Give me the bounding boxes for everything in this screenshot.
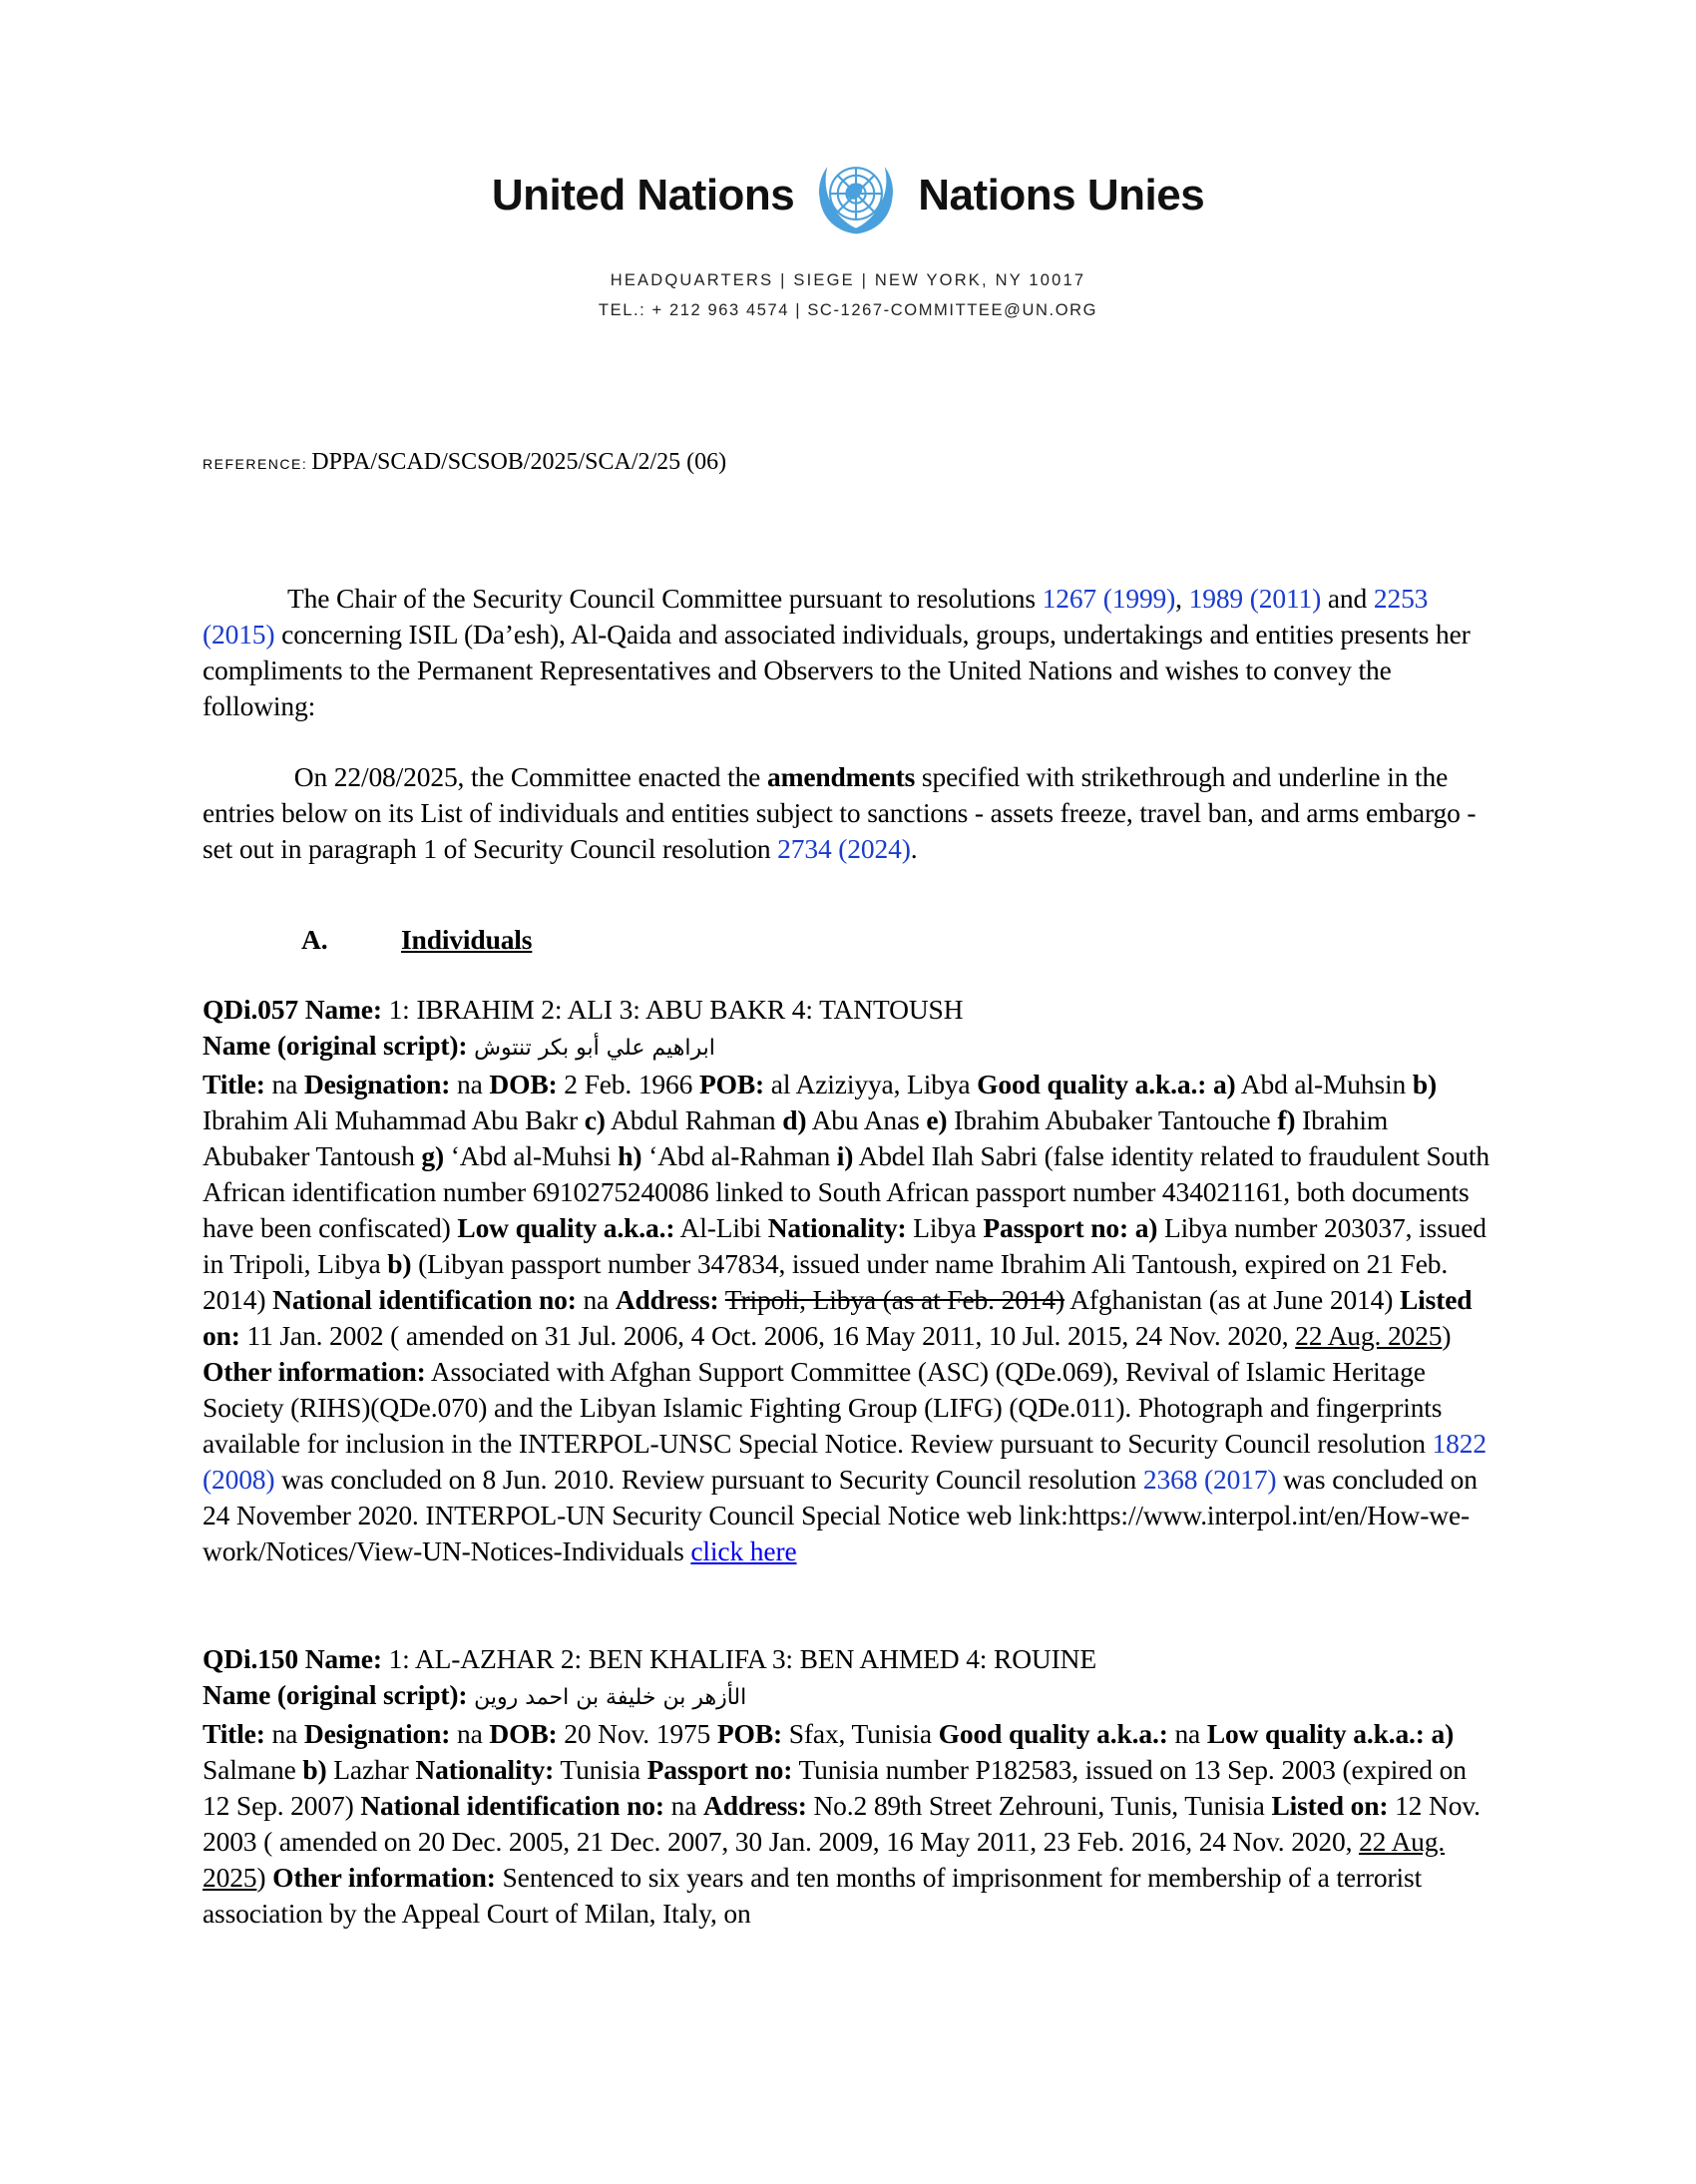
list-marker: h)	[618, 1140, 642, 1171]
list-marker: e)	[926, 1104, 948, 1135]
field-value: Libya number 203037, issued in Tripoli, Libya	[203, 1212, 1486, 1279]
field-value: ‘Abd al-Muhsi	[444, 1140, 619, 1171]
amended-date: 22 Aug. 2025	[203, 1826, 1446, 1893]
field-label: Nationality:	[767, 1212, 907, 1243]
list-marker: b)	[387, 1248, 412, 1279]
list-marker: d)	[782, 1104, 807, 1135]
letterhead	[0, 148, 1696, 243]
list-marker: a)	[1127, 1212, 1158, 1243]
field-value: 2 Feb. 1966	[557, 1069, 699, 1099]
section-heading	[203, 922, 1499, 958]
click-here-link[interactable]: click here	[690, 1535, 797, 1566]
field-label: DOB:	[489, 1718, 558, 1749]
field-value: was concluded on 24 November 2020. INTERPOL-UN Security Council Special Notice web link:https://www.interpol.int/en/How-we-work/Notices/View-UN-Notices-Individuals	[203, 1464, 1478, 1566]
notice-text: On 22/08/2025, the Committee enacted the	[293, 761, 767, 792]
field-label: Listed on:	[203, 1284, 1473, 1351]
field-label: Name:	[304, 994, 382, 1025]
field-value: Lazhar	[326, 1754, 416, 1785]
field-value: 1: AL-AZHAR 2: BEN KHALIFA 3: BEN AHMED 4: ROUINE	[381, 1643, 1096, 1674]
field-value: was concluded on 8 Jun. 2010. Review pursuant to Security Council resolution	[274, 1464, 1143, 1495]
field-value: Sentenced to six years and ten months of imprisonment for membership of a terrorist association by the Appeal Court of Milan, Italy, on	[203, 1862, 1423, 1929]
entry-qdi057	[203, 992, 1499, 1569]
field-label: Title:	[203, 1069, 265, 1099]
field-label: Designation:	[303, 1069, 451, 1099]
field-label: Good quality a.k.a.:	[938, 1718, 1168, 1749]
field-label: Low quality a.k.a.:	[457, 1212, 675, 1243]
field-value: Afghanistan (as at June 2014)	[1064, 1284, 1400, 1315]
original-script-name: الأزهر بن خليفة بن احمد روين	[474, 1685, 747, 1710]
list-marker: i)	[836, 1140, 854, 1171]
notice-bold-text: amendments	[766, 761, 916, 792]
field-label: POB:	[716, 1718, 782, 1749]
letterhead-name-en: United Nations	[491, 171, 795, 219]
field-value: Tunisia	[554, 1754, 647, 1785]
field-label: Nationality:	[415, 1754, 555, 1785]
notice-text: .	[910, 833, 918, 864]
notice-paragraph	[203, 759, 1499, 867]
entry-qdi150	[203, 1641, 1499, 1932]
field-label: POB:	[698, 1069, 765, 1099]
letterhead-address: HEADQUARTERS | SIEGE | NEW YORK, NY 10017	[610, 271, 1086, 289]
list-marker: b)	[1412, 1069, 1437, 1099]
field-value: Libya	[906, 1212, 984, 1243]
field-label: Passport no:	[646, 1754, 793, 1785]
field-value: al Aziziyya, Libya	[764, 1069, 978, 1099]
field-label: Other information:	[272, 1862, 496, 1893]
field-value: na	[663, 1790, 703, 1821]
intro-text: and	[1321, 583, 1374, 614]
resolution-link-1989[interactable]: 1989 (2011)	[1188, 583, 1322, 614]
reference-label: REFERENCE:	[203, 456, 308, 472]
field-label: Name:	[304, 1643, 382, 1674]
field-value: Associated with Afghan Support Committee (ASC) (QDe.069), Revival of Islamic Heritage Society (RIHS)(QDe.070) and the Libyan Islamic Fighting Group (LIFG) (QDe.011). Photograph and fingerprints available for inclusion in the INTERPOL-UNSC Special Notice. Review pursuant to Security Council resolution	[203, 1356, 1443, 1459]
field-label: DOB:	[489, 1069, 558, 1099]
letter-body	[203, 581, 1499, 1932]
field-value: na	[264, 1069, 304, 1099]
entry-id: QDi.150	[203, 1643, 298, 1674]
letterhead-contact: TEL.: + 212 963 4574 | SC-1267-COMMITTEE@UN.ORG	[598, 301, 1098, 319]
list-marker: g)	[421, 1140, 445, 1171]
intro-paragraph	[203, 581, 1499, 724]
intro-text: ,	[1175, 583, 1189, 614]
field-value: (Libyan passport number 347834, issued under name Ibrahim Ali Tantoush, expired on 21 Feb. 2014)	[203, 1248, 1449, 1315]
field-value: na	[1167, 1718, 1207, 1749]
field-label: Name (original script):	[203, 1030, 468, 1061]
field-value: )	[256, 1862, 273, 1893]
field-label: National identification no:	[360, 1790, 664, 1821]
field-value: Abdul Rahman	[605, 1104, 783, 1135]
reference-line	[203, 449, 726, 476]
section-letter: A.	[301, 924, 328, 955]
original-script-name: ابراهيم علي أبو بكر تنتوش	[474, 1036, 715, 1061]
field-value: 1: IBRAHIM 2: ALI 3: ABU BAKR 4: TANTOUSH	[381, 994, 964, 1025]
field-label: Name (original script):	[203, 1679, 468, 1710]
resolution-link-2734[interactable]: 2734 (2024)	[777, 833, 911, 864]
field-value: Abd al-Muhsin	[1235, 1069, 1413, 1099]
field-label: Designation:	[303, 1718, 451, 1749]
field-value: 11 Jan. 2002 ( amended on 31 Jul. 2006, 4 Oct. 2006, 16 May 2011, 10 Jul. 2015, 24 Nov. 2020,	[239, 1320, 1296, 1351]
field-value: Al-Libi	[674, 1212, 768, 1243]
field-value: No.2 89th Street Zehrouni, Tunis, Tunisia	[806, 1790, 1272, 1821]
field-value: na	[450, 1069, 490, 1099]
field-label: Low quality a.k.a.:	[1206, 1718, 1425, 1749]
list-marker: a)	[1212, 1069, 1236, 1099]
field-label: Title:	[203, 1718, 265, 1749]
field-value: 12 Nov. 2003 ( amended on 20 Dec. 2005, 21 Dec. 2007, 30 Jan. 2009, 16 May 2011, 23 Feb. 2016, 24 Nov. 2020,	[203, 1790, 1481, 1857]
field-value: Ibrahim Abubaker Tantoush	[203, 1104, 1389, 1171]
field-value: 20 Nov. 1975	[557, 1718, 717, 1749]
field-label: Good quality a.k.a.:	[977, 1069, 1207, 1099]
field-value: Ibrahim Ali Muhammad Abu Bakr	[203, 1104, 585, 1135]
field-label: Passport no:	[983, 1212, 1128, 1243]
field-value: ‘Abd al-Rahman	[641, 1140, 837, 1171]
notice-text: specified with strikethrough and underline in the entries below on its List of individuals and entities subject to sanctions - assets freeze, travel ban, and arms embargo - set out in paragraph 1 of Security Council resolution	[203, 761, 1477, 864]
field-value: na	[576, 1284, 616, 1315]
field-value: Salmane	[203, 1754, 303, 1785]
field-label: Address:	[703, 1790, 807, 1821]
resolution-link-1267[interactable]: 1267 (1999)	[1042, 583, 1176, 614]
list-marker: a)	[1424, 1718, 1455, 1749]
resolution-link-1822[interactable]: 1822 (2008)	[203, 1428, 1486, 1495]
list-marker: b)	[302, 1754, 327, 1785]
field-label: National identification no:	[272, 1284, 577, 1315]
field-value: Tunisia number P182583, issued on 13 Sep. 2003 (expired on 12 Sep. 2007)	[203, 1754, 1467, 1821]
struck-address: Tripoli, Libya (as at Feb. 2014)	[724, 1284, 1064, 1315]
resolution-link-2368[interactable]: 2368 (2017)	[1142, 1464, 1277, 1495]
field-value: )	[1442, 1320, 1452, 1351]
resolution-link-2253[interactable]: 2253 (2015)	[203, 583, 1429, 650]
field-value: na	[264, 1718, 304, 1749]
list-marker: f)	[1277, 1104, 1296, 1135]
list-marker: c)	[584, 1104, 606, 1135]
intro-text: The Chair of the Security Council Committee pursuant to resolutions	[287, 583, 1043, 614]
amended-date: 22 Aug. 2025	[1295, 1320, 1443, 1351]
field-value: na	[450, 1718, 490, 1749]
intro-text: concerning ISIL (Da’esh), Al-Qaida and associated individuals, groups, undertakings and entities presents her compliments to the Permanent Representatives and Observers to the United Nations and wishes to convey the following:	[203, 619, 1471, 721]
letterhead-name-fr: Nations Unies	[918, 171, 1205, 219]
field-label: Other information:	[203, 1356, 426, 1387]
field-value: Abu Anas	[806, 1104, 927, 1135]
reference-value: DPPA/SCAD/SCSOB/2025/SCA/2/25 (06)	[311, 449, 727, 475]
field-label: Listed on:	[1271, 1790, 1389, 1821]
entry-id: QDi.057	[203, 994, 298, 1025]
field-value: Abdel Ilah Sabri (false identity related to fraudulent South African identification number 6910275240086 linked to South African passport number 434021161, both documents have been confiscated)	[203, 1140, 1489, 1243]
section-title: Individuals	[401, 924, 533, 955]
field-value: Sfax, Tunisia	[781, 1718, 939, 1749]
field-value: Ibrahim Abubaker Tantouche	[947, 1104, 1278, 1135]
field-label: Address:	[615, 1284, 719, 1315]
un-emblem-icon	[808, 148, 904, 243]
